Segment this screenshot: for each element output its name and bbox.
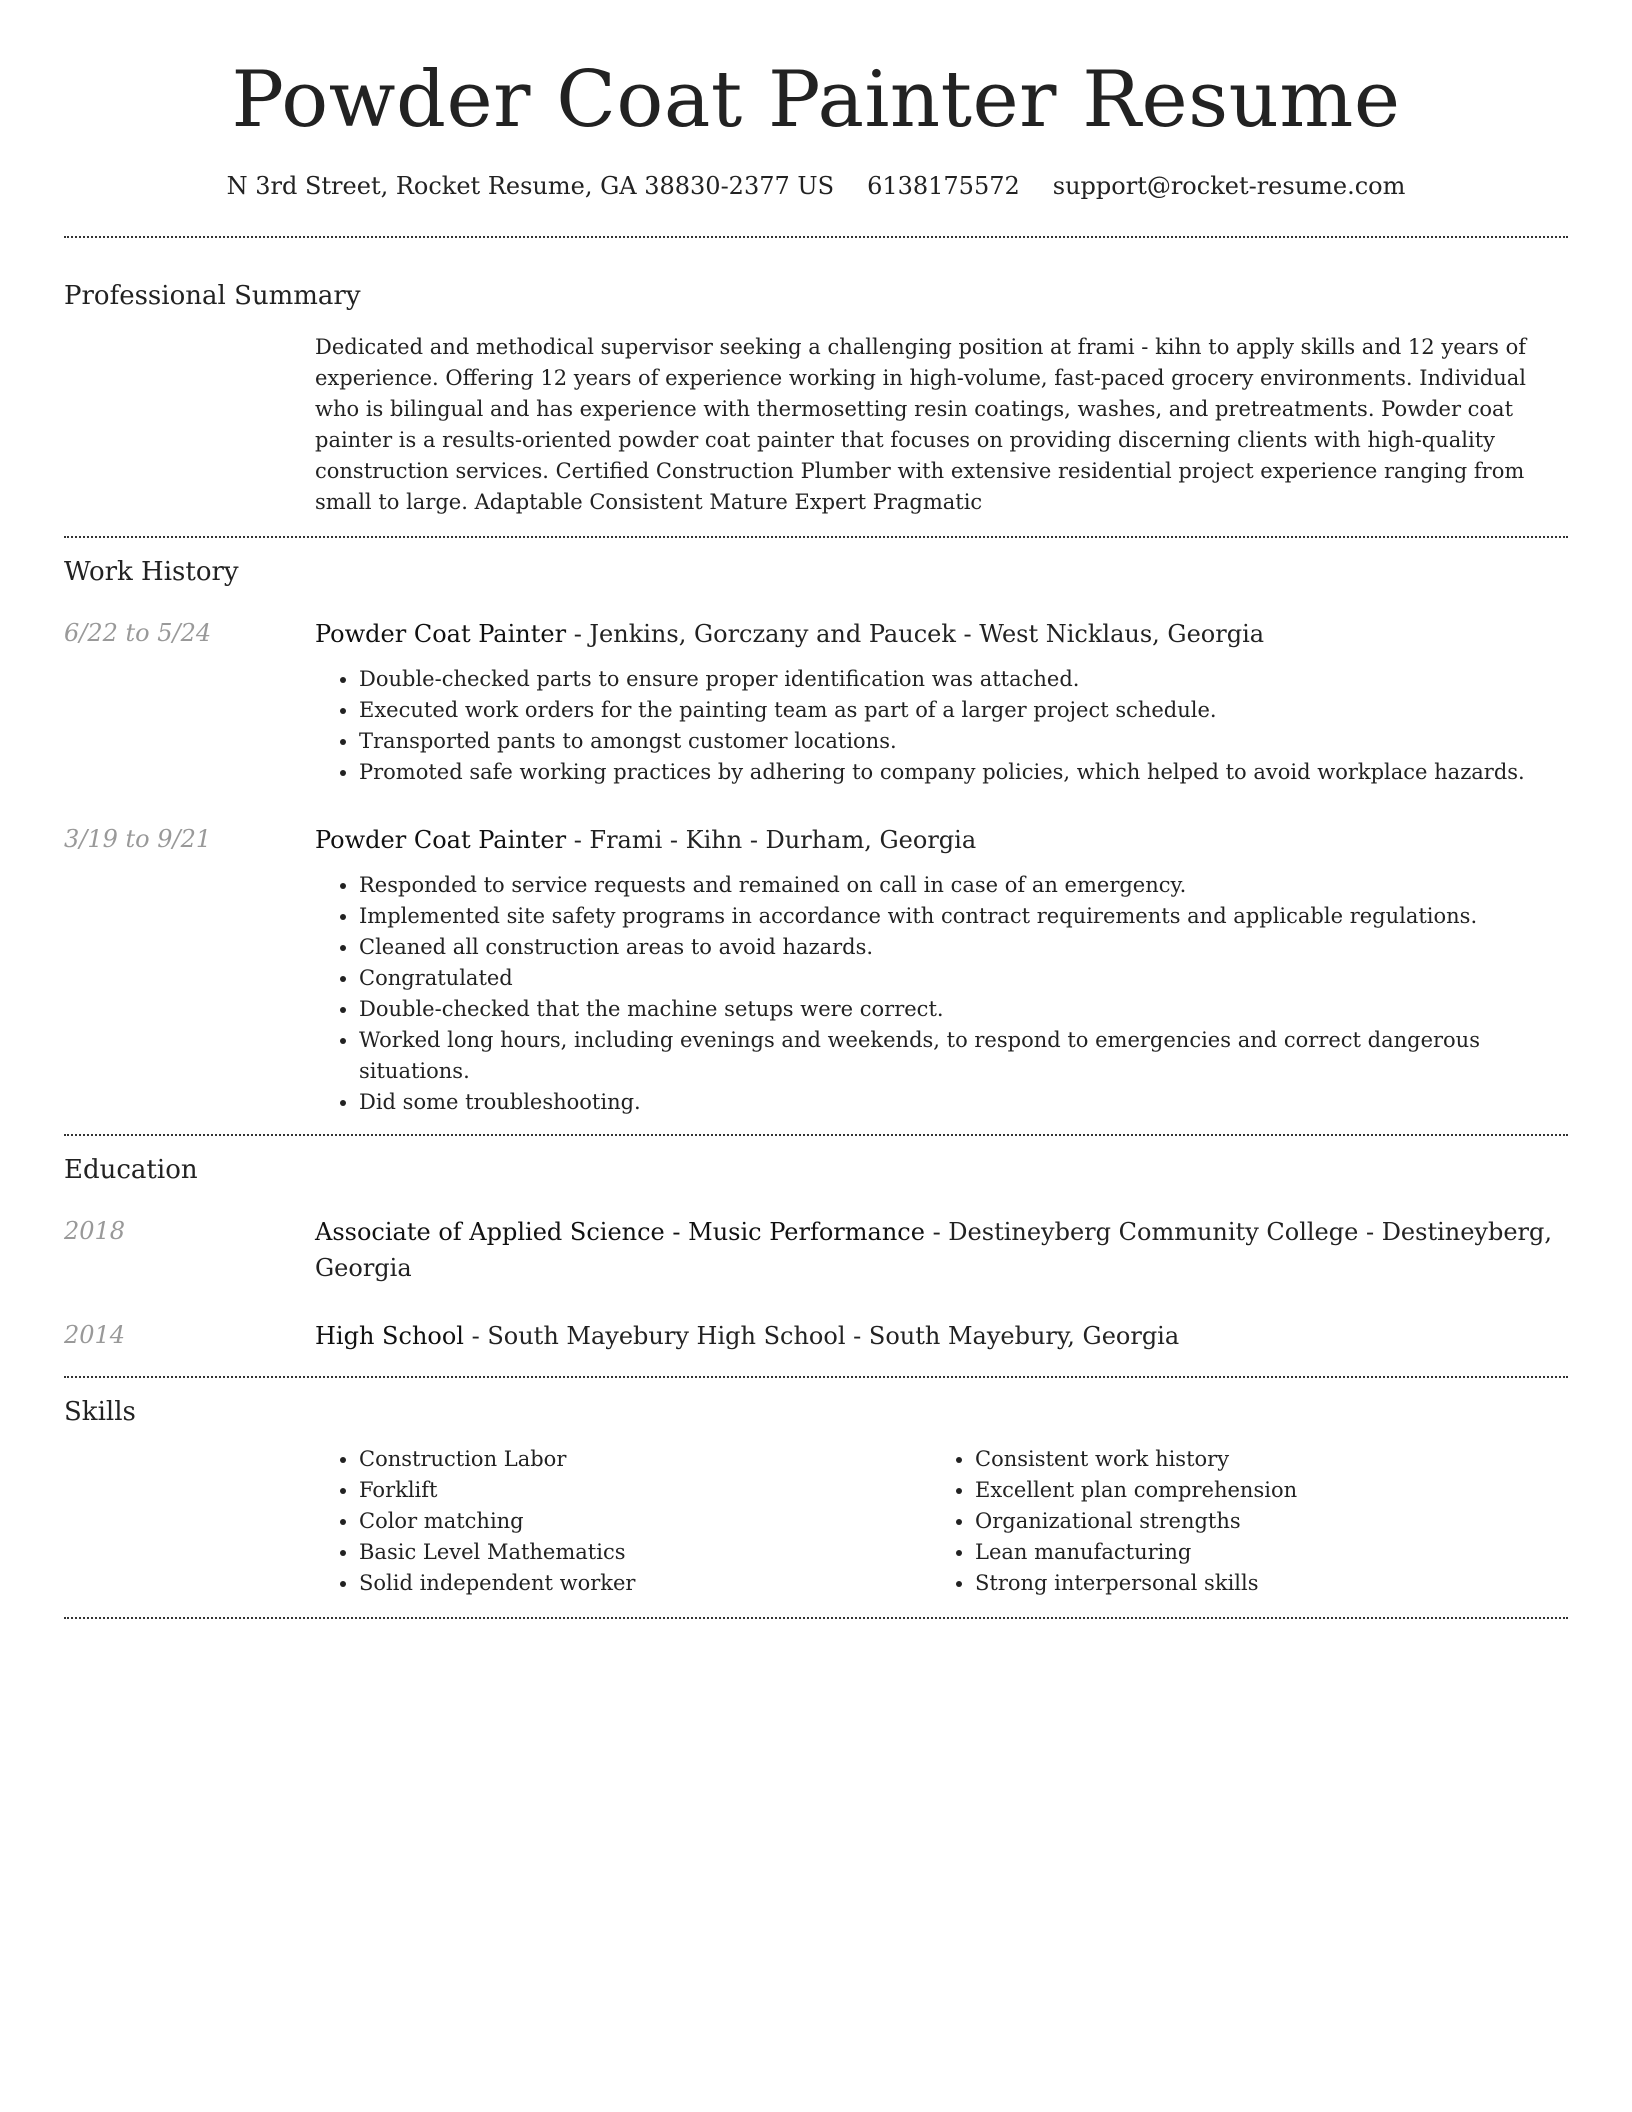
summary-text: Dedicated and methodical supervisor seeking a challenging position at frami - kihn to apply skills and 12 years of experience. Offering 12 years of experience working in high-volume, fast-paced grocery environments. Individual who is bilingual and has experience with thermosetting resin coatings, washes, and pretreatments. Powder coat painter is a results-oriented powder coat painter that focuses on providing discerning clients with high-quality construction services. Certified Construction Plumber with extensive residential project experience ranging from small to large. Adaptable Consistent Mature Expert Pragmatic [315, 335, 1527, 514]
education-school: - South Mayebury High School - South Mayebury, Georgia [463, 1322, 1180, 1350]
section-divider [64, 536, 1568, 538]
job-employer: - Jenkins, Gorczany and Paucek - West Nicklaus, Georgia [566, 620, 1265, 648]
skill-item: • Organizational strengths [975, 1506, 1547, 1537]
education-heading [315, 1214, 1568, 1286]
skill-item: • Consistent work history [975, 1444, 1547, 1475]
job-employer: - Frami - Kihn - Durham, Georgia [566, 826, 977, 854]
education-school: - Destineyberg Community College - Destineyberg, Georgia [315, 1218, 1553, 1282]
job-duty: • Responded to service requests and remained on call in case of an emergency. [359, 870, 1568, 901]
education-degree: Associate of Applied Science - Music Performance [315, 1218, 925, 1246]
section-divider [64, 236, 1568, 238]
education-entry [64, 1318, 1568, 1354]
education-degree: High School [315, 1322, 464, 1350]
section-divider [64, 1617, 1568, 1619]
spacer [64, 1118, 1568, 1134]
job-duty: • Transported pants to amongst customer locations. [359, 726, 1568, 757]
job-dates: 3/19 to 9/21 [64, 825, 212, 853]
job-details [315, 822, 1568, 1118]
section-divider [64, 1134, 1568, 1136]
skill-item: • Basic Level Mathematics [359, 1537, 931, 1568]
job-duty: • Cleaned all construction areas to avoid hazards. [359, 932, 1568, 963]
job-position: Powder Coat Painter [315, 620, 567, 648]
contact-phone: 6138175572 [867, 172, 1020, 200]
job-position: Powder Coat Painter [315, 826, 567, 854]
job-duty: • Double-checked that the machine setups were correct. [359, 994, 1568, 1025]
job-heading [315, 616, 1568, 652]
job-heading [315, 822, 1568, 858]
summary-section-title: Professional Summary [64, 281, 361, 311]
spacer [64, 1354, 1568, 1376]
skills-section-title: Skills [64, 1397, 136, 1427]
skill-item: • Color matching [359, 1506, 931, 1537]
job-duty: • Promoted safe working practices by adhering to company policies, which helped to avoid workplace hazards. [359, 757, 1568, 788]
job-dates: 6/22 to 5/24 [64, 619, 212, 647]
spacer [64, 1599, 1568, 1617]
job-duty: • Double-checked parts to ensure proper identification was attached. [359, 664, 1568, 695]
education-heading [315, 1318, 1568, 1354]
skill-item: • Solid independent worker [359, 1568, 931, 1599]
contact-address: N 3rd Street, Rocket Resume, GA 38830-2377 US [226, 172, 835, 200]
education-entry [64, 1214, 1568, 1286]
job-duties [315, 664, 1568, 788]
skill-item: • Forklift [359, 1475, 931, 1506]
section-divider [64, 1376, 1568, 1378]
education-section-title: Education [64, 1155, 198, 1185]
skills-column-left [315, 1444, 931, 1599]
education-year: 2018 [64, 1217, 126, 1245]
job-duty: • Worked long hours, including evenings and weekends, to respond to emergencies and correct dangerous situations. [359, 1025, 1568, 1087]
contact-info [64, 166, 1568, 206]
work-section-title: Work History [64, 557, 239, 587]
contact-email: support@rocket-resume.com [1052, 172, 1406, 200]
skill-item: • Lean manufacturing [975, 1537, 1547, 1568]
job-duty: • Did some troubleshooting. [359, 1087, 1568, 1118]
resume-title: Powder Coat Painter Resume [231, 55, 1401, 145]
skill-item: • Strong interpersonal skills [975, 1568, 1547, 1599]
job-duty: • Congratulated [359, 963, 1568, 994]
job-duty: • Executed work orders for the painting team as part of a larger project schedule. [359, 695, 1568, 726]
job-details [315, 616, 1568, 788]
skills-column-right [931, 1444, 1547, 1599]
job-entry [64, 822, 1568, 1118]
job-duty: • Implemented site safety programs in accordance with contract requirements and applicable regulations. [359, 901, 1568, 932]
education-year: 2014 [64, 1321, 126, 1349]
skill-item: • Construction Labor [359, 1444, 931, 1475]
job-entry [64, 616, 1568, 788]
skills-list [315, 1444, 1568, 1599]
skill-item: • Excellent plan comprehension [975, 1475, 1547, 1506]
job-duties [315, 870, 1568, 1118]
